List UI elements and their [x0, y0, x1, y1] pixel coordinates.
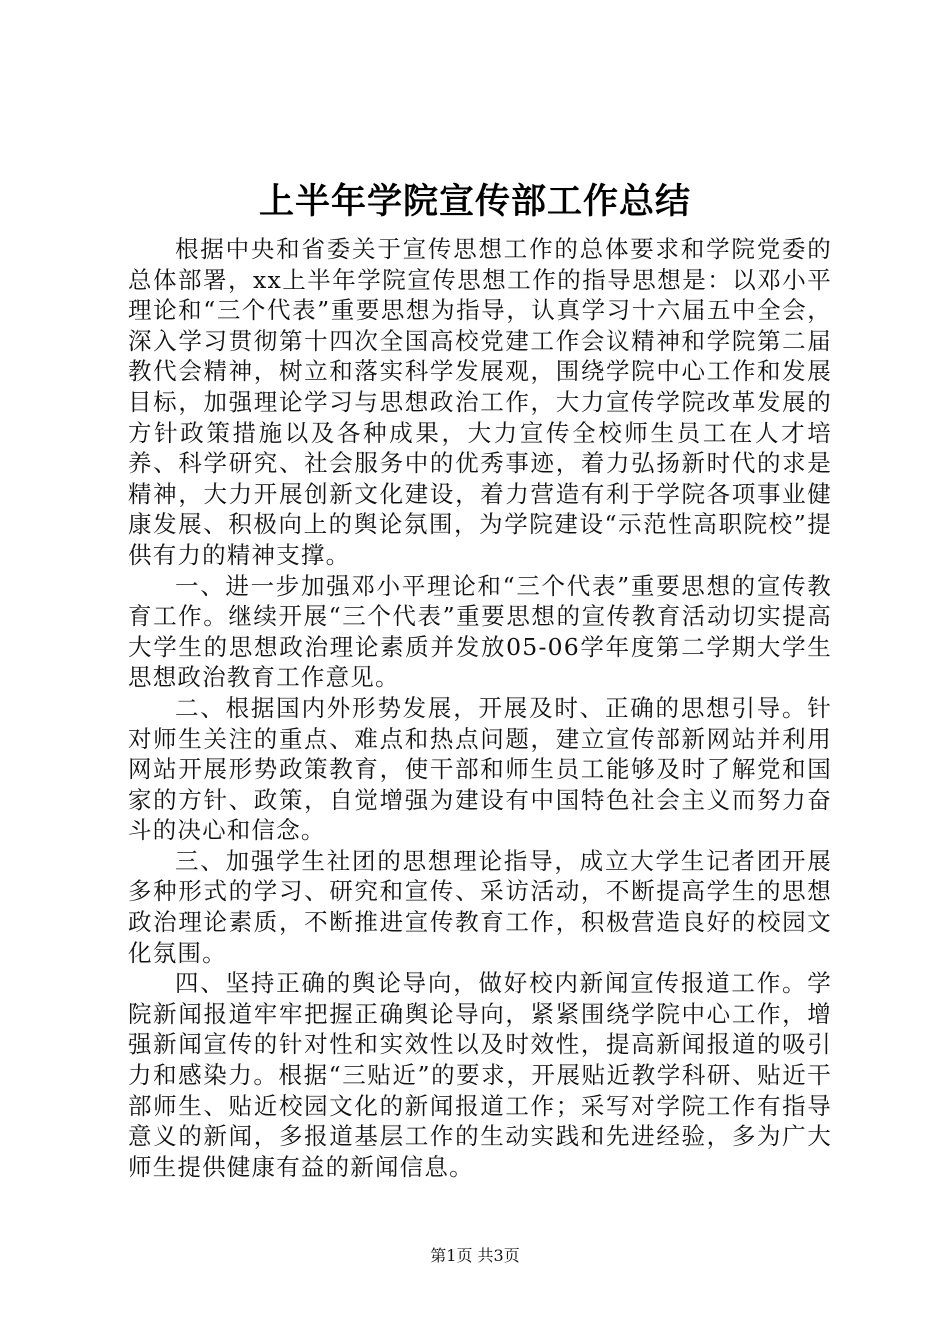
document-body	[128, 234, 832, 1182]
paragraph-section-2: 二、根据国内外形势发展，开展及时、正确的思想引导。针对师生关注的重点、难点和热点问题，建立宣传部新网站并利用网站开展形势政策教育，使干部和师生员工能够及时了解党和国家的方针、政策，自觉增强为建设有中国特色社会主义而努力奋斗的决心和信念。	[128, 693, 832, 845]
paragraph-intro: 根据中央和省委关于宣传思想工作的总体要求和学院党委的总体部署，xx上半年学院宣传思想工作的指导思想是：以邓小平理论和“三个代表”重要思想为指导，认真学习十六届五中全会，深入学习贯彻第十四次全国高校党建工作会议精神和学院第二届教代会精神，树立和落实科学发展观，围绕学院中心工作和发展目标，加强理论学习与思想政治工作，大力宣传学院改革发展的方针政策措施以及各种成果，大力宣传全校师生员工在人才培养、科学研究、社会服务中的优秀事迹，着力弘扬新时代的求是精神，大力开展创新文化建设，着力营造有利于学院各项事业健康发展、积极向上的舆论氛围，为学院建设“示范性高职院校”提供有力的精神支撑。	[128, 235, 832, 569]
page-number-footer: 第1页 共3页	[430, 1246, 520, 1265]
document-title: 上半年学院宣传部工作总结	[258, 181, 691, 222]
paragraph-section-3: 三、加强学生社团的思想理论指导，成立大学生记者团开展多种形式的学习、研究和宣传、采访活动，不断提高学生的思想政治理论素质，不断推进宣传教育工作，积极营造良好的校园文化氛围。	[128, 846, 832, 967]
paragraph-section-4: 四、坚持正确的舆论导向，做好校内新闻宣传报道工作。学院新闻报道牢牢把握正确舆论导向，紧紧围绕学院中心工作，增强新闻宣传的针对性和实效性以及时效性，提高新闻报道的吸引力和感染力。根据“三贴近”的要求，开展贴近教学科研、贴近干部师生、贴近校园文化的新闻报道工作；采写对学院工作有指导意义的新闻，多报道基层工作的生动实践和先进经验，多为广大师生提供健康有益的新闻信息。	[128, 969, 832, 1181]
paragraph-section-1: 一、进一步加强邓小平理论和“三个代表”重要思想的宣传教育工作。继续开展“三个代表”重要思想的宣传教育活动切实提高大学生的思想政治理论素质并发放05-06学年度第二学期大学生思想政治教育工作意见。	[128, 571, 832, 692]
